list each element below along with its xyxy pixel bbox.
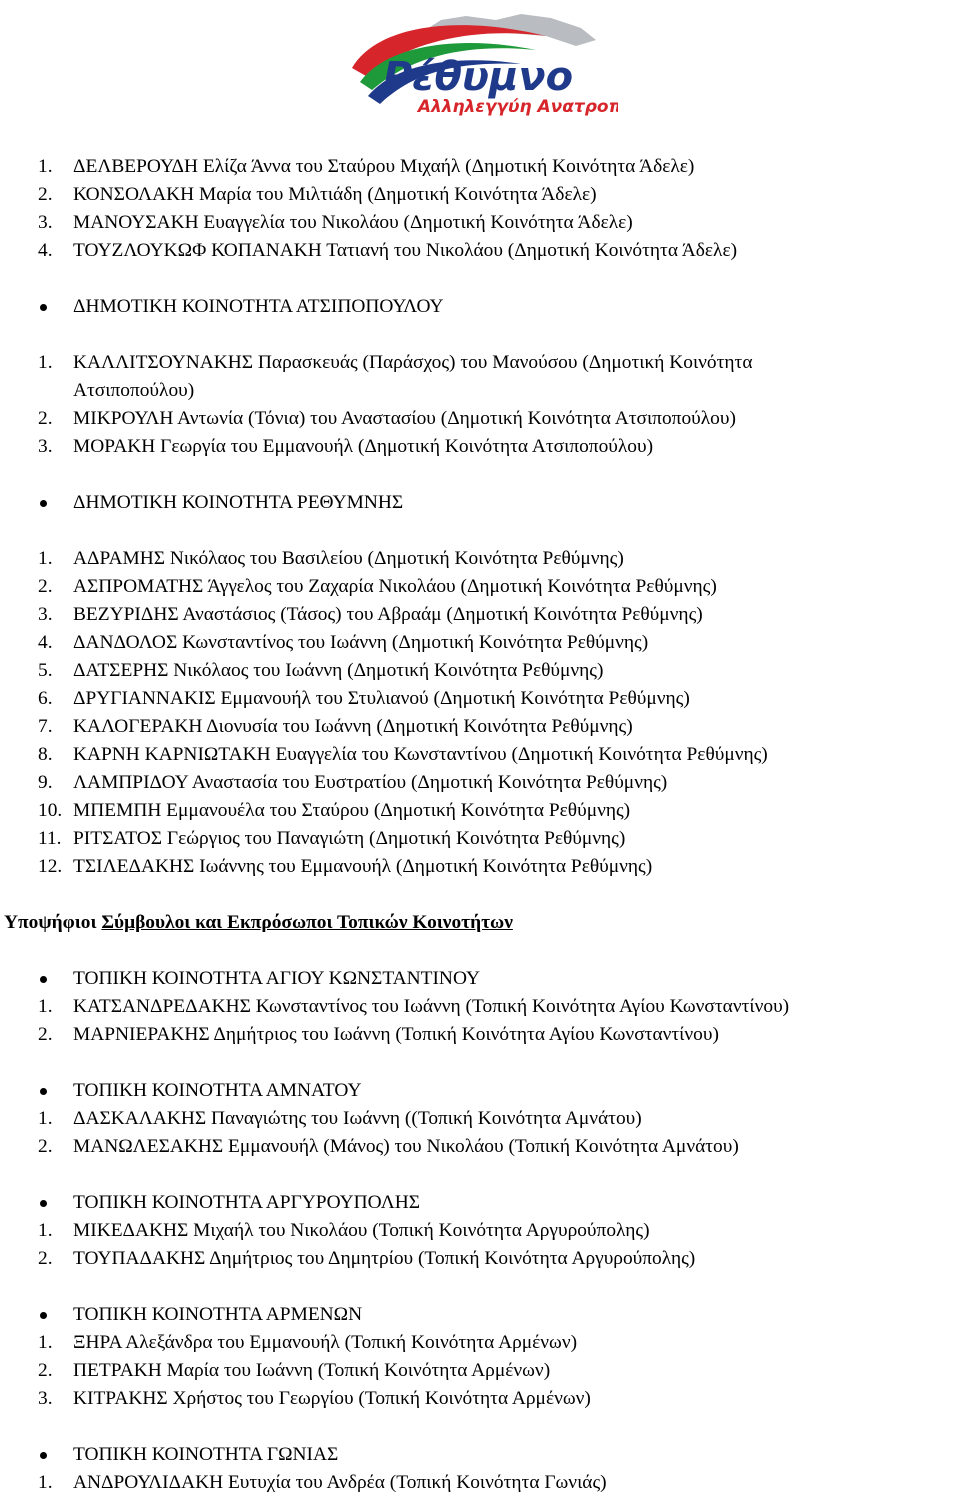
list-item: 11. ΡΙΤΣΑΤΟΣ Γεώργιος του Παναγιώτη (Δημοτική Κοινότητα Ρεθύμνης) (38, 828, 626, 849)
logo-name: Ρέθυμνο (382, 54, 574, 100)
item-text: Ατσιποπούλου) (73, 380, 195, 401)
list-item: 1. ΜΙΚΕΔΑΚΗΣ Μιχαήλ του Νικολάου (Τοπική Κοινότητα Αργυρούπολης) (38, 1220, 650, 1241)
list-item-continuation (0, 377, 960, 405)
list-item: 1. ΔΑΣΚΑΛΑΚΗΣ Παναγιώτης του Ιωάννη ((Τοπική Κοινότητα Αμνάτου) (38, 1108, 642, 1129)
item-number: 2. (38, 184, 53, 205)
item-text: ΜΑΝΟΥΣΑΚΗ Ευαγγελία του Νικολάου (Δημοτική Κοινότητα Άδελε) (73, 212, 633, 233)
bullet-icon (40, 1200, 47, 1207)
list-item: 12. ΤΣΙΛΕΔΑΚΗΣ Ιωάννης του Εμμανουήλ (Δημοτική Κοινότητα Ρεθύμνης) (38, 856, 653, 877)
bullet-icon (40, 1312, 47, 1319)
list-item (0, 153, 960, 181)
item-text: ΤΟΥΖΛΟΥΚΩΦ ΚΟΠΑΝΑΚΗ Τατιανή του Νικολάου (Δημοτική Κοινότητα Άδελε) (73, 240, 738, 261)
item-number: 1. (38, 352, 53, 373)
bullet-icon (40, 1088, 47, 1095)
item-text: ΔΕΛΒΕΡΟΥΔΗ Ελίζα Άννα του Σταύρου Μιχαήλ (Δημοτική Κοινότητα Άδελε) (73, 156, 695, 177)
item-number: 2. (38, 408, 53, 429)
bullet-icon (40, 500, 47, 507)
list-item: 3. ΚΙΤΡΑΚΗΣ Χρήστος του Γεωργίου (Τοπική Κοινότητα Αρμένων) (38, 1388, 591, 1409)
section-title-rethymno: ΔΗΜΟΤΙΚΗ ΚΟΙΝΟΤΗΤΑ ΡΕΘΥΜΝΗΣ (0, 489, 960, 517)
list-item: 1. ΞΗΡΑ Αλεξάνδρα του Εμμανουήλ (Τοπική Κοινότητα Αρμένων) (38, 1332, 578, 1353)
list-item: 1. ΚΑΤΣΑΝΔΡΕΔΑΚΗΣ Κωνσταντίνος του Ιωάννη (Τοπική Κοινότητα Αγίου Κωνσταντίνου) (38, 996, 790, 1017)
item-number: 3. (38, 212, 53, 233)
list-item: 5. ΔΑΤΣΕΡΗΣ Νικόλαος του Ιωάννη (Δημοτική Κοινότητα Ρεθύμνης) (38, 660, 604, 681)
section-title-gonia: ΤΟΠΙΚΗ ΚΟΙΝΟΤΗΤΑ ΓΩΝΙΑΣ (0, 1441, 960, 1469)
list-item: 10. ΜΠΕΜΠΗ Εμμανουέλα του Σταύρου (Δημοτική Κοινότητα Ρεθύμνης) (38, 800, 631, 821)
document-body (0, 153, 960, 1497)
list-item: 1. ΑΔΡΑΜΗΣ Νικόλαος του Βασιλείου (Δημοτική Κοινότητα Ρεθύμνης) (38, 548, 624, 569)
list-item: 2. ΑΣΠΡΟΜΑΤΗΣ Άγγελος του Ζαχαρία Νικολάου (Δημοτική Κοινότητα Ρεθύμνης) (38, 576, 717, 597)
list-item (0, 209, 960, 237)
list-item: 7. ΚΑΛΟΓΕΡΑΚΗ Διονυσία του Ιωάννη (Δημοτική Κοινότητα Ρεθύμνης) (38, 716, 633, 737)
logo-tagline: Αλληλεγγύη Ανατροπή (417, 97, 618, 117)
list-item (0, 237, 960, 265)
item-number: 1. (38, 156, 53, 177)
list-item: 2. ΜΑΡΝΙΕΡΑΚΗΣ Δημήτριος του Ιωάννη (Τοπική Κοινότητα Αγίου Κωνσταντίνου) (38, 1024, 719, 1045)
party-logo (346, 6, 618, 124)
bullet-icon (40, 304, 47, 311)
list-item (0, 181, 960, 209)
list-item: 2. ΠΕΤΡΑΚΗ Μαρία του Ιωάννη (Τοπική Κοινότητα Αρμένων) (38, 1360, 551, 1381)
list-item (0, 349, 960, 377)
section-title-agios-konstantinos: ΤΟΠΙΚΗ ΚΟΙΝΟΤΗΤΑ ΑΓΙΟΥ ΚΩΝΣΤΑΝΤΙΝΟΥ (0, 965, 960, 993)
local-candidates-heading: Υποψήφιοι Σύμβουλοι και Εκπρόσωποι Τοπικών Κοινοτήτων (4, 912, 513, 933)
logo-graphic (346, 6, 618, 124)
bullet-icon (40, 1452, 47, 1459)
list-item: 3. ΒΕΖΥΡΙΔΗΣ Αναστάσιος (Τάσος) του Αβραάμ (Δημοτική Κοινότητα Ρεθύμνης) (38, 604, 703, 625)
item-text: ΚΑΛΛΙΤΣΟΥΝΑΚΗΣ Παρασκευάς (Παράσχος) του Μανούσου (Δημοτική Κοινότητα (73, 352, 753, 373)
list-item: 2. ΜΑΝΩΛΕΣΑΚΗΣ Εμμανουήλ (Μάνος) του Νικολάου (Τοπική Κοινότητα Αμνάτου) (38, 1136, 739, 1157)
item-text: ΜΟΡΑΚΗ Γεωργία του Εμμανουήλ (Δημοτική Κοινότητα Ατσιποπούλου) (73, 436, 654, 457)
section-title-amnatos: ΤΟΠΙΚΗ ΚΟΙΝΟΤΗΤΑ ΑΜΝΑΤΟΥ (0, 1077, 960, 1105)
list-item: 1. ΑΝΔΡΟΥΛΙΔΑΚΗ Ευτυχία του Ανδρέα (Τοπική Κοινότητα Γωνιάς) (38, 1472, 607, 1493)
list-item (0, 433, 960, 461)
section-title-argyroupoli: ΤΟΠΙΚΗ ΚΟΙΝΟΤΗΤΑ ΑΡΓΥΡΟΥΠΟΛΗΣ (0, 1189, 960, 1217)
bullet-icon (40, 976, 47, 983)
item-number: 4. (38, 240, 53, 261)
item-number: 3. (38, 436, 53, 457)
section-title-armenoi: ΤΟΠΙΚΗ ΚΟΙΝΟΤΗΤΑ ΑΡΜΕΝΩΝ (0, 1301, 960, 1329)
list-item: 2. ΤΟΥΠΑΔΑΚΗΣ Δημήτριος του Δημητρίου (Τοπική Κοινότητα Αργυρούπολης) (38, 1248, 696, 1269)
list-item: 6. ΔΡΥΓΙΑΝΝΑΚΙΣ Εμμανουήλ του Στυλιανού (Δημοτική Κοινότητα Ρεθύμνης) (38, 688, 690, 709)
section-title-atsipopoulo: ΔΗΜΟΤΙΚΗ ΚΟΙΝΟΤΗΤΑ ΑΤΣΙΠΟΠΟΥΛΟΥ (0, 293, 960, 321)
item-text: ΜΙΚΡΟΥΛΗ Αντωνία (Τόνια) του Αναστασίου (Δημοτική Κοινότητα Ατσιποπούλου) (73, 408, 736, 429)
list-item: 9. ΛΑΜΠΡΙΔΟΥ Αναστασία του Ευστρατίου (Δημοτική Κοινότητα Ρεθύμνης) (38, 772, 668, 793)
item-text: ΚΟΝΣΟΛΑΚΗ Μαρία του Μιλτιάδη (Δημοτική Κοινότητα Άδελε) (73, 184, 597, 205)
list-item (0, 405, 960, 433)
list-item: 8. ΚΑΡΝΗ ΚΑΡΝΙΩΤΑΚΗ Ευαγγελία του Κωνσταντίνου (Δημοτική Κοινότητα Ρεθύμνης) (38, 744, 768, 765)
list-item: 4. ΔΑΝΔΟΛΟΣ Κωνσταντίνος του Ιωάννη (Δημοτική Κοινότητα Ρεθύμνης) (38, 632, 649, 653)
